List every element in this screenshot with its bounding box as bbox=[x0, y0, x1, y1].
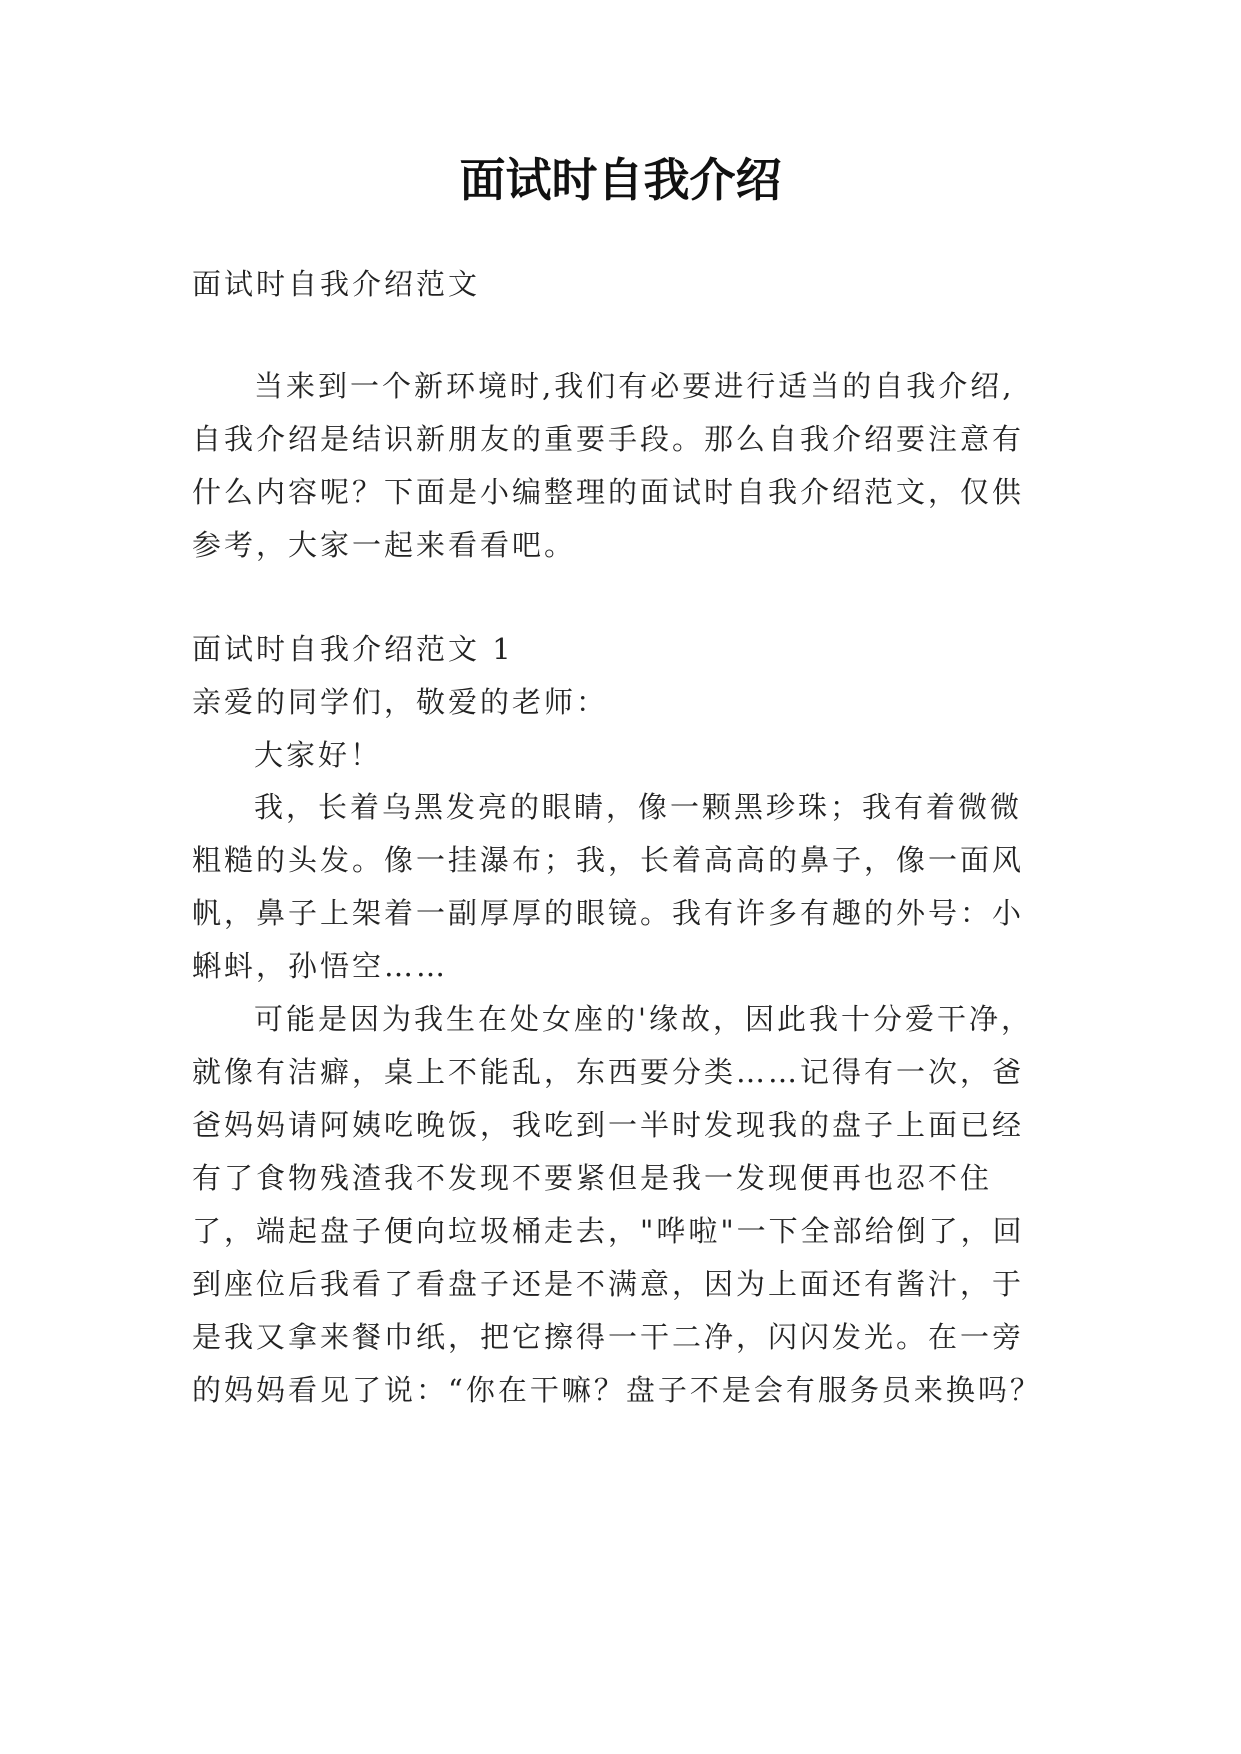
paragraph1-line-2: 粗糙的头发。像一挂瀑布；我，长着高高的鼻子，像一面风 bbox=[192, 843, 1025, 877]
paragraph1-line-4: 蝌蚪，孙悟空…… bbox=[192, 949, 449, 983]
intro-line-1: 当来到一个新环境时,我们有必要进行适当的自我介绍, bbox=[254, 369, 1015, 403]
section1-heading: 面试时自我介绍范文 1 bbox=[192, 632, 514, 666]
section1-greeting: 大家好！ bbox=[254, 738, 383, 772]
paragraph1-line-1: 我，长着乌黑发亮的眼睛，像一颗黑珍珠；我有着微微 bbox=[254, 790, 1023, 824]
section1-salutation: 亲爱的同学们，敬爱的老师： bbox=[192, 685, 609, 719]
paragraph2-line-8: 的妈妈看见了说：“你在干嘛？盘子不是会有服务员来换吗？ bbox=[192, 1373, 1042, 1407]
paragraph2-line-3: 爸妈妈请阿姨吃晚饭，我吃到一半时发现我的盘子上面已经 bbox=[192, 1108, 1025, 1142]
document-title: 面试时自我介绍 bbox=[459, 153, 782, 207]
intro-line-4: 参考，大家一起来看看吧。 bbox=[192, 528, 577, 562]
paragraph2-line-6: 到座位后我看了看盘子还是不满意，因为上面还有酱汁，于 bbox=[192, 1267, 1025, 1301]
paragraph2-line-7: 是我又拿来餐巾纸，把它擦得一干二净，闪闪发光。在一旁 bbox=[192, 1320, 1025, 1354]
paragraph2-line-2: 就像有洁癖，桌上不能乱，东西要分类……记得有一次，爸 bbox=[192, 1055, 1025, 1089]
paragraph1-line-3: 帆，鼻子上架着一副厚厚的眼镜。我有许多有趣的外号：小 bbox=[192, 896, 1025, 930]
paragraph2-line-1: 可能是因为我生在处女座的'缘故，因此我十分爱干净， bbox=[254, 1002, 1033, 1036]
intro-line-3: 什么内容呢？下面是小编整理的面试时自我介绍范文，仅供 bbox=[192, 475, 1025, 509]
paragraph2-line-5: 了，端起盘子便向垃圾桶走去，"哗啦"一下全部给倒了，回 bbox=[192, 1214, 1025, 1248]
paragraph2-line-4: 有了食物残渣我不发现不要紧但是我一发现便再也忍不住 bbox=[192, 1161, 993, 1195]
intro-line-2: 自我介绍是结识新朋友的重要手段。那么自我介绍要注意有 bbox=[192, 422, 1025, 456]
document-subtitle: 面试时自我介绍范文 bbox=[192, 267, 481, 301]
